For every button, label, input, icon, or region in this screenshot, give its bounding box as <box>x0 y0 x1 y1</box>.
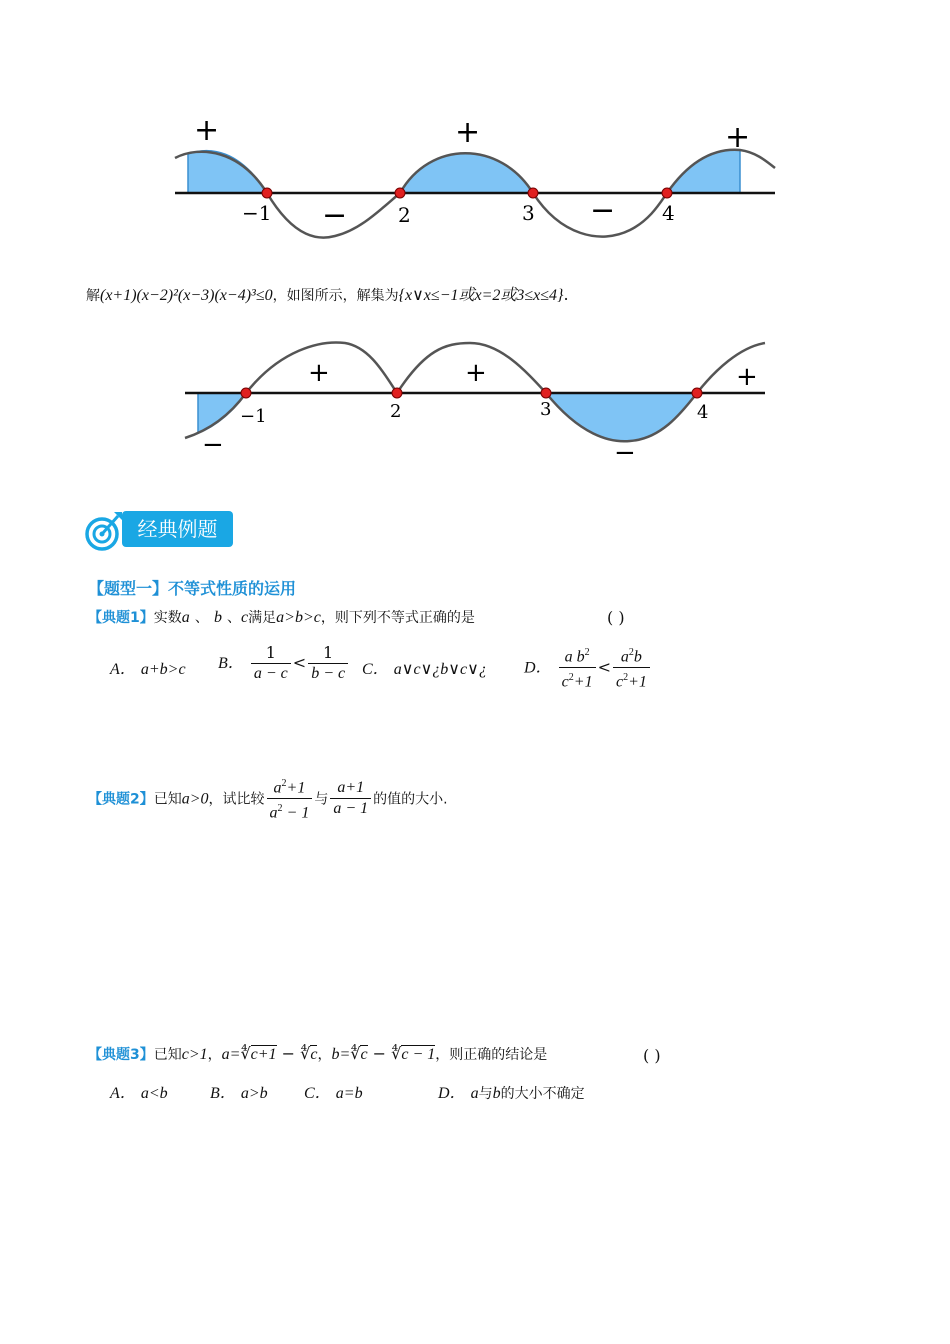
tick-label: 3 <box>540 399 552 420</box>
type-heading: 【题型一】不等式性质的运用 <box>88 579 297 598</box>
plus-sign: + <box>465 358 487 388</box>
option-b: B． $\frac{1}{a - c}$ < $\frac{1}{b - c}$ <box>218 643 350 684</box>
option-d: D． a与b的大小不确定 <box>438 1085 585 1102</box>
root-point <box>541 388 551 398</box>
solution-line <box>86 282 569 305</box>
root-point <box>262 188 272 198</box>
minus-sign: − <box>614 438 636 465</box>
root-point <box>395 188 405 198</box>
solution-text: ，如图所示，解集为 <box>272 288 399 304</box>
shaded-region <box>198 393 246 433</box>
example-2-question: 【典题2】已知a>0，试比较 $\frac{a^2+1}{a^2 - 1}$ 与 $\frac{a+1}{a - 1}$ 的值的大小. <box>88 774 448 824</box>
option-d: D． $\frac{a b^2}{c^2+1}$ < $\frac{a^2b}{c^2+1}$ <box>524 643 652 693</box>
plus-sign: + <box>194 113 220 148</box>
target-icon <box>84 510 124 552</box>
tick-label: 3 <box>522 201 535 225</box>
minus-sign: − <box>322 198 348 233</box>
answer-paren: ( ) <box>643 1046 661 1065</box>
tick-label: 2 <box>398 203 411 227</box>
solution-expression: (x+1)(x−2)²(x−3)(x−4)³≤0 <box>100 287 273 304</box>
tick-label: 4 <box>662 201 675 225</box>
sign-chart-2 <box>180 335 770 465</box>
root-point <box>241 388 251 398</box>
example-tag: 【典题2】 <box>88 791 154 808</box>
answer-paren: ( ) <box>607 608 625 627</box>
root-point <box>662 188 672 198</box>
section-title: 经典例题 <box>122 511 233 547</box>
option-a: A． a<b <box>110 1085 168 1102</box>
option-c: C． a∨c∨¿b∨c∨¿ <box>362 661 487 678</box>
option-c: C． a=b <box>304 1085 363 1102</box>
example-tag: 【典题3】 <box>88 1047 154 1063</box>
plus-sign: + <box>725 120 751 155</box>
plus-sign: + <box>308 358 330 388</box>
root-point <box>392 388 402 398</box>
sign-chart-1 <box>170 110 780 245</box>
option-a: A． a+b>c <box>110 661 186 678</box>
tick-label: −1 <box>242 201 272 225</box>
example-1-question: 【典题1】实数a 、 b 、c满足a>b>c，则下列不等式正确的是 <box>88 609 475 626</box>
example-3-question: 【典题3】已知c>1，a=∜c+1 − ∜c，b=∜c − ∜c − 1，则正确的结论是 <box>88 1044 548 1063</box>
example-tag: 【典题1】 <box>88 610 154 626</box>
solution-end: . <box>563 285 569 304</box>
minus-sign: − <box>202 430 224 460</box>
root-point <box>528 188 538 198</box>
shaded-region <box>667 150 740 193</box>
plus-sign: + <box>736 362 758 392</box>
tick-label: 4 <box>697 402 709 423</box>
option-b: B． a>b <box>210 1085 268 1102</box>
plus-sign: + <box>455 115 481 150</box>
tick-label: 2 <box>390 401 402 422</box>
minus-sign: − <box>590 193 616 228</box>
tick-label: −1 <box>240 406 267 427</box>
shaded-region <box>400 153 533 193</box>
solution-set: {x∨x≤−1或x=2或3≤x≤4} <box>398 287 564 304</box>
solution-prefix: 解 <box>86 288 100 304</box>
root-point <box>692 388 702 398</box>
